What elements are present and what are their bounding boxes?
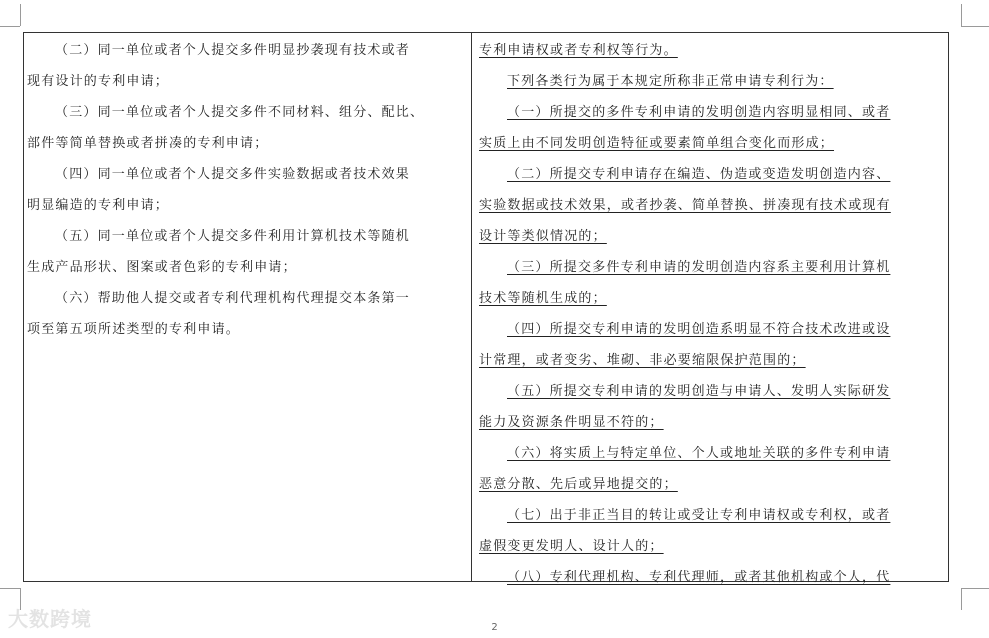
line-text: 技术等随机生成的； <box>479 291 607 306</box>
right-column-line <box>479 71 945 102</box>
corner-mark-bottom-left-h <box>0 588 20 589</box>
left-column-line <box>27 226 467 257</box>
right-column-line <box>479 40 945 71</box>
left-column-line <box>27 195 467 226</box>
line-text: （三）同一单位或者个人提交多件不同材料、组分、配比、 <box>55 105 425 120</box>
line-text: 恶意分散、先后或异地提交的； <box>479 477 678 492</box>
line-text: 下列各类行为属于本规定所称非正常申请专利行为： <box>507 74 834 89</box>
line-text: 明显编造的专利申请； <box>27 198 170 213</box>
right-column-line <box>479 226 945 257</box>
line-text: （六）将实质上与特定单位、个人或地址关联的多件专利申请 <box>507 446 891 461</box>
line-text: 现有设计的专利申请； <box>27 74 170 89</box>
line-text: （二）同一单位或者个人提交多件明显抄袭现有技术或者 <box>55 43 411 58</box>
right-column-line <box>479 412 945 443</box>
left-column-line <box>27 133 467 164</box>
table-column-divider <box>471 32 472 582</box>
right-column-line <box>479 133 945 164</box>
right-column-line <box>479 381 945 412</box>
right-column-line <box>479 195 945 226</box>
right-column-line <box>479 505 945 536</box>
line-text: （八）专利代理机构、专利代理师，或者其他机构或个人，代 <box>507 570 891 585</box>
line-text: 实验数据或技术效果，或者抄袭、简单替换、拼凑现有技术或现有 <box>479 198 891 213</box>
line-text: （七）出于非正当目的转让或受让专利申请权或专利权，或者 <box>507 508 891 523</box>
corner-mark-bottom-right-v <box>961 588 962 610</box>
left-column-line <box>27 319 467 350</box>
line-text: 能力及资源条件明显不符的； <box>479 415 664 430</box>
right-column-line <box>479 257 945 288</box>
line-text: （二）所提交专利申请存在编造、伪造或变造发明创造内容、 <box>507 167 891 182</box>
line-text: （五）所提交专利申请的发明创造与申请人、发明人实际研发 <box>507 384 891 399</box>
right-column-line <box>479 474 945 505</box>
left-column-line <box>27 71 467 102</box>
corner-mark-top-left-v <box>20 4 21 26</box>
corner-mark-top-right-v <box>961 4 962 26</box>
line-text: 计常理，或者变劣、堆砌、非必要缩限保护范围的； <box>479 353 806 368</box>
line-text: 部件等简单替换或者拼凑的专利申请； <box>27 136 269 151</box>
page-number: 2 <box>491 622 498 633</box>
line-text: 虚假变更发明人、设计人的； <box>479 539 664 554</box>
line-text: 专利申请权或者专利权等行为。 <box>479 43 678 58</box>
left-column-line <box>27 288 467 319</box>
watermark: 大数跨境 <box>8 607 92 631</box>
right-column-line <box>479 319 945 350</box>
line-text: 生成产品形状、图案或者色彩的专利申请； <box>27 260 297 275</box>
left-column-line <box>27 40 467 71</box>
right-column-line <box>479 288 945 319</box>
right-column-line <box>479 102 945 133</box>
left-column-line <box>27 164 467 195</box>
corner-mark-top-left-h <box>0 26 20 27</box>
right-column-line <box>479 164 945 195</box>
line-text: （六）帮助他人提交或者专利代理机构代理提交本条第一 <box>55 291 411 306</box>
line-text: 项至第五项所述类型的专利申请。 <box>27 322 241 337</box>
line-text: （四）所提交专利申请的发明创造系明显不符合技术改进或设 <box>507 322 891 337</box>
corner-mark-bottom-right-h <box>961 588 989 589</box>
line-text: （四）同一单位或者个人提交多件实验数据或者技术效果 <box>55 167 411 182</box>
left-column-text <box>27 40 467 350</box>
right-column-line <box>479 567 945 598</box>
right-column-line <box>479 443 945 474</box>
line-text: （三）所提交多件专利申请的发明创造内容系主要利用计算机 <box>507 260 891 275</box>
corner-mark-top-right-h <box>961 26 989 27</box>
left-column-line <box>27 257 467 288</box>
right-column-line <box>479 536 945 567</box>
right-column-text <box>479 40 945 598</box>
line-text: （一）所提交的多件专利申请的发明创造内容明显相同、或者 <box>507 105 891 120</box>
line-text: （五）同一单位或者个人提交多件利用计算机技术等随机 <box>55 229 411 244</box>
left-column-line <box>27 102 467 133</box>
line-text: 设计等类似情况的； <box>479 229 607 244</box>
line-text: 实质上由不同发明创造特征或要素简单组合变化而形成； <box>479 136 835 151</box>
right-column-line <box>479 350 945 381</box>
